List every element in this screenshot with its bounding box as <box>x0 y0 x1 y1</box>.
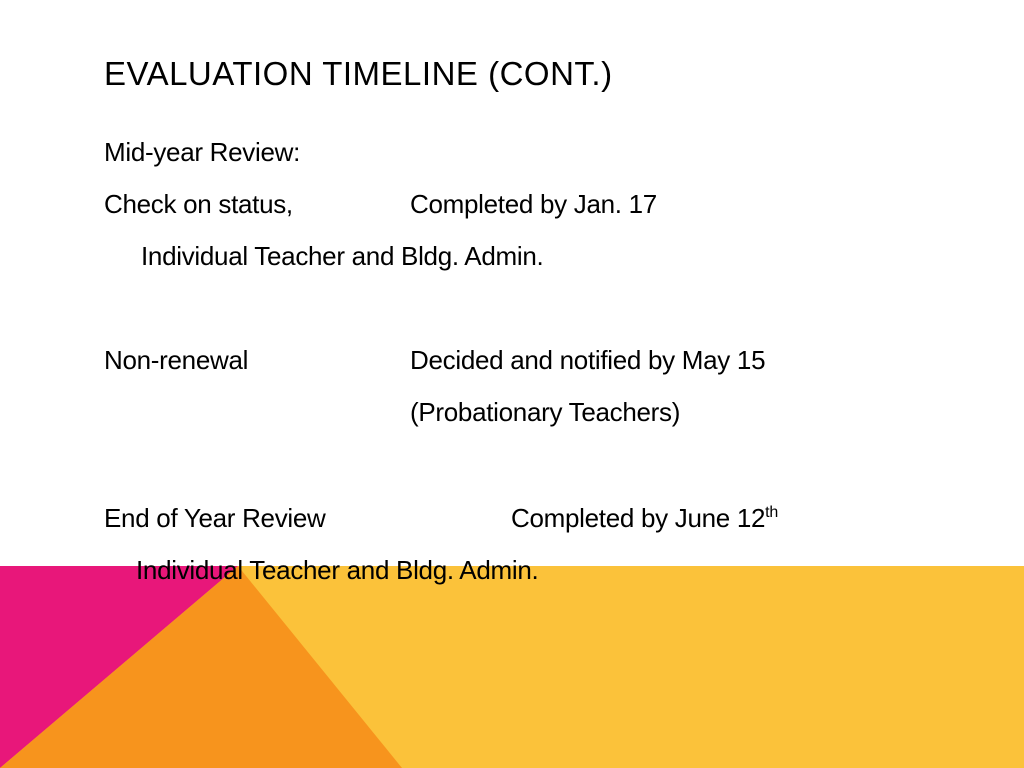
slide-title: EVALUATION TIMELINE (CONT.) <box>104 55 613 92</box>
nonrenewal-label: Non-renewal <box>104 345 249 375</box>
end-of-year-review-label: End of Year Review <box>104 503 326 533</box>
end-of-year-review-deadline <box>511 502 778 534</box>
nonrenewal-deadline: Decided and notified by May 15 <box>410 345 766 375</box>
midyear-review-heading: Mid-year Review: <box>104 137 301 167</box>
check-status-deadline: Completed by Jan. 17 <box>410 189 657 219</box>
ordinal-suffix: th <box>765 504 778 521</box>
check-status-label: Check on status, <box>104 189 293 219</box>
nonrenewal-note: (Probationary Teachers) <box>410 397 681 427</box>
end-of-year-deadline-text: Completed by June 12 <box>511 503 766 533</box>
end-of-year-participants: Individual Teacher and Bldg. Admin. <box>136 555 539 585</box>
midyear-participants: Individual Teacher and Bldg. Admin. <box>141 241 544 271</box>
